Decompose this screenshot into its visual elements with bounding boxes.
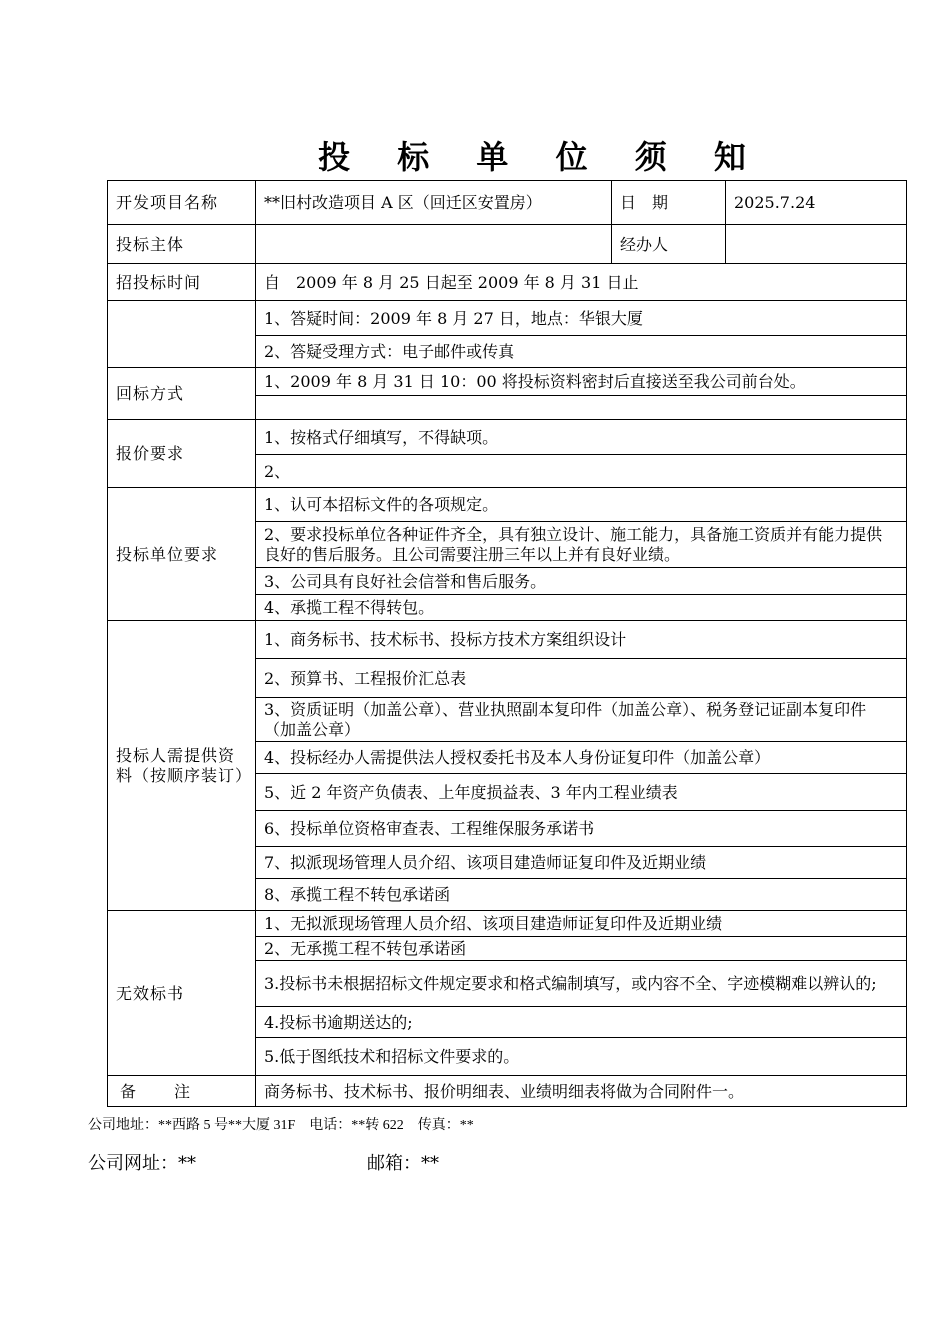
unit-req-item: 4、承揽工程不得转包。 bbox=[256, 595, 907, 621]
page-title: 投 标 单 位 须 知 bbox=[318, 138, 764, 176]
quote-line-2: 2、 bbox=[256, 455, 907, 488]
materials-item: 7、拟派现场管理人员介绍、该项目建造师证复印件及近期业绩 bbox=[256, 847, 907, 879]
return-line-2 bbox=[256, 396, 907, 420]
invalid-item: 5.低于图纸技术和招标文件要求的。 bbox=[256, 1038, 907, 1076]
return-line-1: 1、2009 年 8 月 31 日 10：00 将投标资料密封后直接送至我公司前台处。 bbox=[256, 368, 907, 396]
invalid-item: 1、无拟派现场管理人员介绍、该项目建造师证复印件及近期业绩 bbox=[256, 911, 907, 937]
unit-req-label: 投标单位要求 bbox=[108, 488, 256, 621]
materials-row-1 bbox=[108, 621, 907, 659]
time-label: 招投标时间 bbox=[108, 264, 256, 301]
invalid-item: 3.投标书未根据招标文件规定要求和格式编制填写，或内容不全、字迹模糊难以辨认的; bbox=[256, 961, 907, 1007]
unit-req-row-1 bbox=[108, 488, 907, 522]
bidder-row bbox=[108, 225, 907, 264]
time-value: 自 2009 年 8 月 25 日起至 2009 年 8 月 31 日止 bbox=[256, 264, 907, 301]
project-value: **旧村改造项目 A 区（回迁区安置房） bbox=[256, 181, 612, 225]
remark-value: 商务标书、技术标书、报价明细表、业绩明细表将做为合同附件一。 bbox=[256, 1076, 907, 1107]
unit-req-item: 3、公司具有良好社会信誉和售后服务。 bbox=[256, 568, 907, 595]
materials-item: 5、近 2 年资产负债表、上年度损益表、3 年内工程业绩表 bbox=[256, 774, 907, 811]
project-label: 开发项目名称 bbox=[108, 181, 256, 225]
bidder-label: 投标主体 bbox=[108, 225, 256, 264]
invalid-item: 4.投标书逾期送达的; bbox=[256, 1007, 907, 1038]
bid-notice-table bbox=[107, 180, 907, 1107]
materials-item: 6、投标单位资格审查表、工程维保服务承诺书 bbox=[256, 811, 907, 847]
remark-row bbox=[108, 1076, 907, 1107]
qa-row-1 bbox=[108, 301, 907, 336]
company-contact-line bbox=[88, 1149, 788, 1175]
invalid-row-1 bbox=[108, 911, 907, 937]
invalid-label: 无效标书 bbox=[108, 911, 256, 1076]
handler-value bbox=[726, 225, 907, 264]
materials-item: 3、资质证明（加盖公章）、营业执照副本复印件（加盖公章）、税务登记证副本复印件（加盖公章） bbox=[256, 698, 907, 742]
invalid-item: 2、无承揽工程不转包承诺函 bbox=[256, 937, 907, 961]
project-row bbox=[108, 181, 907, 225]
qa-time: 1、答疑时间：2009 年 8 月 27 日，地点：华银大厦 bbox=[256, 301, 907, 336]
quote-label: 报价要求 bbox=[108, 420, 256, 488]
date-label: 日 期 bbox=[612, 181, 726, 225]
quote-line-1: 1、按格式仔细填写，不得缺项。 bbox=[256, 420, 907, 455]
bidder-value bbox=[256, 225, 612, 264]
materials-item: 8、承揽工程不转包承诺函 bbox=[256, 879, 907, 911]
company-address-line: 公司地址：**西路 5 号**大厦 31F 电话：**转 622 传真：** bbox=[88, 1118, 474, 1133]
materials-item: 1、商务标书、技术标书、投标方技术方案组织设计 bbox=[256, 621, 907, 659]
company-email: 邮箱：** bbox=[367, 1153, 439, 1174]
materials-item: 4、投标经办人需提供法人授权委托书及本人身份证复印件（加盖公章） bbox=[256, 742, 907, 774]
return-row-1 bbox=[108, 368, 907, 396]
materials-label: 投标人需提供资料（按顺序装订） bbox=[108, 621, 256, 911]
remark-label: 备 注 bbox=[108, 1076, 256, 1107]
return-label: 回标方式 bbox=[108, 368, 256, 420]
qa-label bbox=[108, 301, 256, 368]
materials-item: 2、预算书、工程报价汇总表 bbox=[256, 659, 907, 698]
handler-label: 经办人 bbox=[612, 225, 726, 264]
unit-req-item: 2、要求投标单位各种证件齐全，具有独立设计、施工能力，具备施工资质并有能力提供良好的售后服务。且公司需要注册三年以上并有良好业绩。 bbox=[256, 522, 907, 568]
unit-req-item: 1、认可本招标文件的各项规定。 bbox=[256, 488, 907, 522]
qa-method: 2、答疑受理方式：电子邮件或传真 bbox=[256, 336, 907, 368]
time-row bbox=[108, 264, 907, 301]
date-value: 2025.7.24 bbox=[726, 181, 907, 225]
quote-row-1 bbox=[108, 420, 907, 455]
company-website: 公司网址：** bbox=[88, 1153, 196, 1174]
